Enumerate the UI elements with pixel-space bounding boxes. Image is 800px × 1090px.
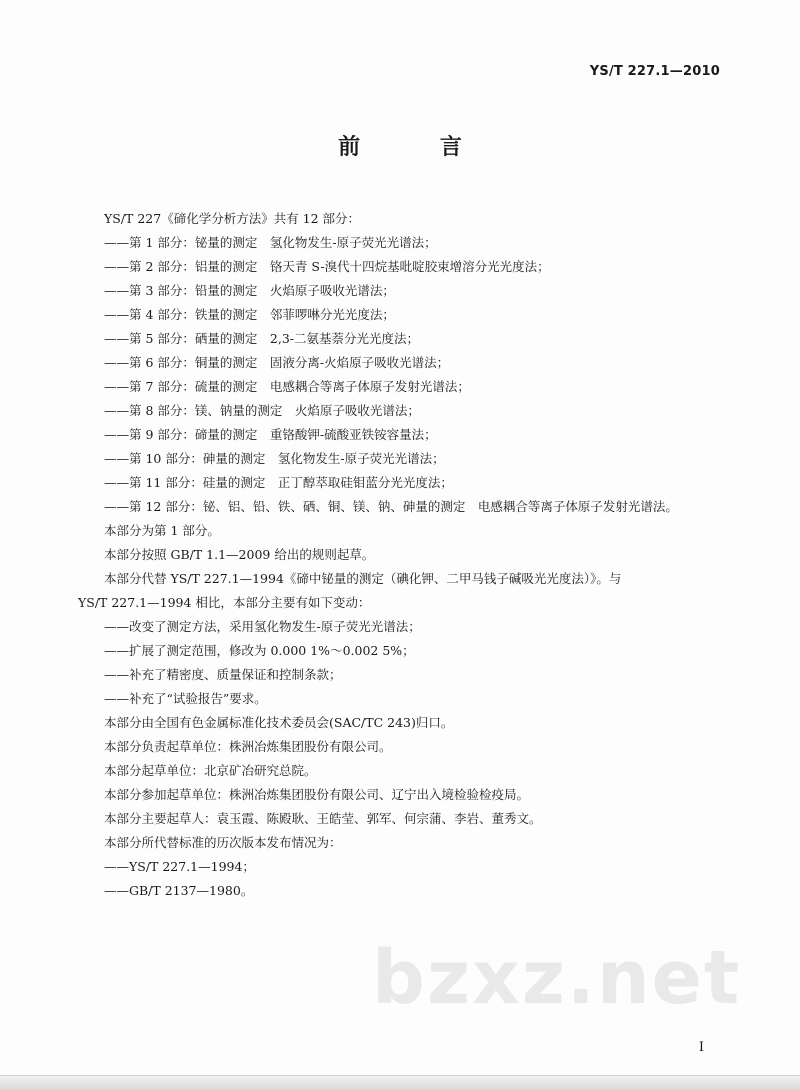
list-item: ——YS/T 227.1—1994；: [104, 859, 255, 874]
paragraph-line: 本部分按照 GB/T 1.1—2009 给出的规则起草。: [104, 547, 375, 562]
paragraph-line: YS/T 227.1—1994 相比，本部分主要有如下变动：: [78, 595, 371, 610]
paragraph-line: YS/T 227《碲化学分析方法》共有 12 部分：: [104, 211, 361, 226]
list-item: ——第 12 部分：铋、铝、铅、铁、硒、铜、镁、钠、砷量的测定 电感耦合等离子体原子发射光谱法。: [104, 499, 678, 514]
paragraph-line: 本部分由全国有色金属标准化技术委员会(SAC/TC 243)归口。: [104, 715, 454, 730]
page-title: 前 言: [338, 135, 498, 160]
foreword-body: [78, 207, 734, 903]
list-item: ——第 3 部分：铅量的测定 火焰原子吸收光谱法；: [104, 283, 395, 298]
paragraph-line: 本部分起草单位：北京矿冶研究总院。: [104, 763, 317, 778]
list-item: ——第 7 部分：硫量的测定 电感耦合等离子体原子发射光谱法；: [104, 379, 470, 394]
list-item: ——第 8 部分：镁、钠量的测定 火焰原子吸收光谱法；: [104, 403, 420, 418]
list-item: ——补充了“试验报告”要求。: [104, 691, 267, 706]
paragraph-line: 本部分代替 YS/T 227.1—1994《碲中铋量的测定（碘化钾、二甲马钱子碱吸光光度法）》。与: [104, 571, 622, 586]
paragraph-line: 本部分为第 1 部分。: [104, 523, 220, 538]
list-item: ——第 9 部分：碲量的测定 重铬酸钾-硫酸亚铁铵容量法；: [104, 427, 437, 442]
paragraph-line: 本部分所代替标准的历次版本发布情况为：: [104, 835, 342, 850]
list-item: ——补充了精密度、质量保证和控制条款；: [104, 667, 342, 682]
page-number: I: [698, 1040, 704, 1055]
paragraph-line: 本部分参加起草单位：株洲冶炼集团股份有限公司、辽宁出入境检验检疫局。: [104, 787, 530, 802]
list-item: ——第 11 部分：硅量的测定 正丁醇萃取硅钼蓝分光光度法；: [104, 475, 453, 490]
list-item: ——扩展了测定范围，修改为 0.000 1%～0.002 5%；: [104, 643, 415, 658]
list-item: ——第 6 部分：铜量的测定 固液分离-火焰原子吸收光谱法；: [104, 355, 450, 370]
list-item: ——第 4 部分：铁量的测定 邻菲啰啉分光光度法；: [104, 307, 395, 322]
paragraph-line: 本部分主要起草人：袁玉霞、陈殿耿、王皓莹、郭军、何宗蒲、李岩、董秀文。: [104, 811, 542, 826]
list-item: ——改变了测定方法，采用氢化物发生-原子荧光光谱法；: [104, 619, 421, 634]
paragraph-line: 本部分负责起草单位：株洲冶炼集团股份有限公司。: [104, 739, 392, 754]
list-item: ——第 5 部分：硒量的测定 2,3-二氨基萘分光光度法；: [104, 331, 420, 346]
list-item: ——GB/T 2137—1980。: [104, 883, 254, 898]
watermark: bzxz.net: [372, 935, 742, 1021]
list-item: ——第 1 部分：铋量的测定 氢化物发生-原子荧光光谱法；: [104, 235, 437, 250]
list-item: ——第 10 部分：砷量的测定 氢化物发生-原子荧光光谱法；: [104, 451, 445, 466]
page-bottom-edge: [0, 1075, 800, 1090]
list-item: ——第 2 部分：铝量的测定 铬天青 S-溴代十四烷基吡啶胶束增溶分光光度法；: [104, 259, 550, 274]
document-code: YS/T 227.1—2010: [589, 64, 720, 79]
